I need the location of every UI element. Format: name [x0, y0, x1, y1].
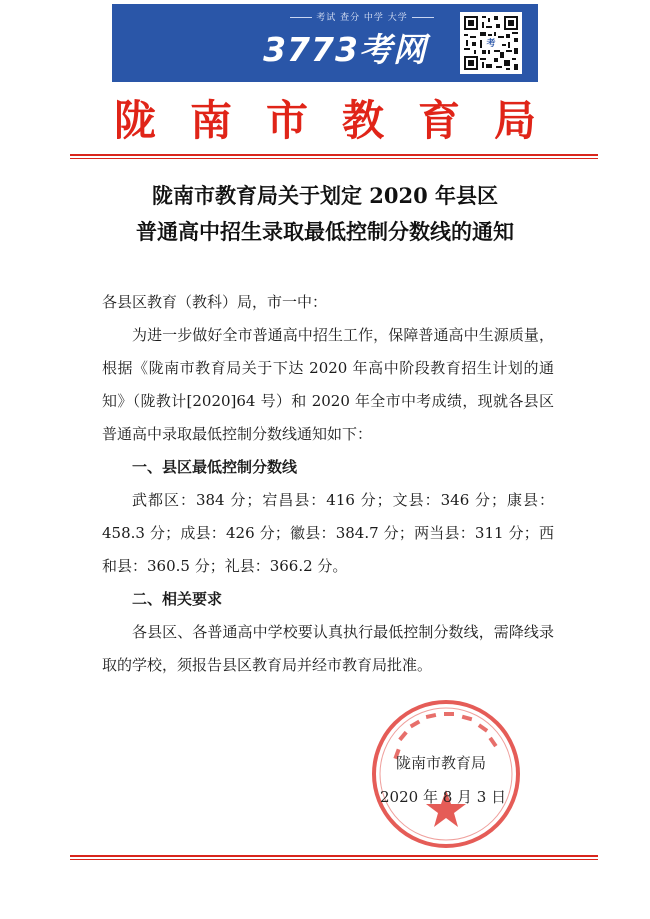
score-line-list: 武都区：384 分；宕昌县：416 分；文县：346 分；康县：458.3 分；成县：426 分；徽县：384.7 分；两当县：311 分；西和县：360.5 分；礼县：366.2 分。	[102, 491, 554, 575]
banner-tagline: 考试 查分 中学 大学	[262, 10, 462, 23]
issue-date: 2020 年 8 月 3 日	[380, 788, 507, 806]
section-2-heading: 二、相关要求	[132, 590, 223, 608]
requirements-paragraph: 各县区、各普通高中学校要认真执行最低控制分数线，需降线录取的学校，须报告县区教育局并经市教育局批准。	[102, 623, 554, 674]
header-divider	[70, 154, 598, 156]
salutation: 各县区教育（教科）局，市一中：	[102, 293, 328, 311]
official-seal-icon	[368, 696, 524, 852]
document-body	[102, 286, 554, 682]
site-logo[interactable]: 3773考网	[263, 30, 427, 69]
issuing-organization: 陇南市教育局	[113, 96, 570, 145]
intro-paragraph: 为进一步做好全市普通高中招生工作，保障普通高中生源质量，根据《陇南市教育局关于下达 2020 年高中阶段教育招生计划的通知》（陇教计[2020]64 号）和 2020 年全市中考成绩，现就各县区普通高中录取最低控制分数线通知如下：	[102, 326, 554, 443]
header-divider-thin	[70, 158, 598, 159]
document-title-line-1: 陇南市教育局关于划定 2020 年县区	[151, 183, 499, 208]
qr-code-icon	[460, 12, 522, 74]
section-1-heading: 一、县区最低控制分数线	[132, 458, 298, 476]
signature-organization: 陇南市教育局	[396, 754, 487, 772]
document-title-line-2: 普通高中招生录取最低控制分数线的通知	[136, 219, 514, 244]
footer-divider-thin	[70, 859, 598, 860]
site-banner[interactable]	[112, 4, 538, 82]
footer-divider	[70, 855, 598, 857]
svg-text:考: 考	[486, 39, 496, 49]
